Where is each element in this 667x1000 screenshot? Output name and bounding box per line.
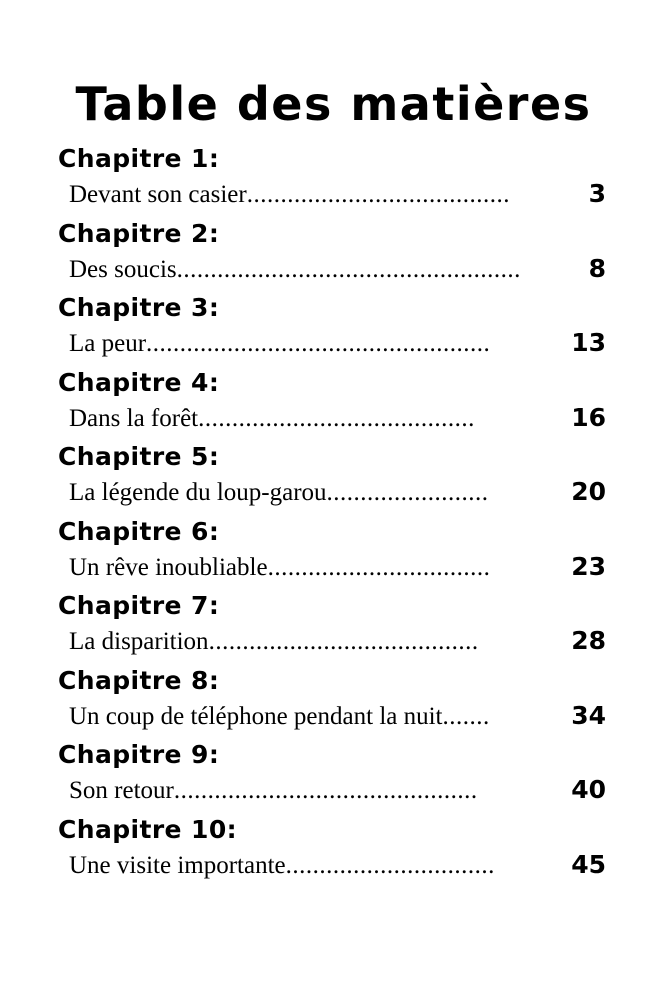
toc-entry-page-number: 40 — [571, 775, 606, 804]
toc-entry-leader: ................................................... — [146, 330, 491, 357]
toc-entry-leader: ......................................... — [198, 404, 475, 432]
chapter-block — [58, 440, 606, 515]
toc-entry[interactable] — [58, 400, 606, 436]
toc-entry-title: Dans la forêt — [69, 404, 199, 432]
toc-entry[interactable] — [58, 772, 606, 808]
toc-entry-leader: ............................................. — [173, 777, 478, 804]
chapter-block — [58, 813, 606, 888]
chapter-block — [58, 664, 606, 739]
chapter-block — [58, 142, 606, 217]
toc-entry-page-number: 20 — [571, 477, 606, 506]
toc-entry[interactable] — [58, 474, 606, 510]
toc-entry-page-number: 23 — [571, 551, 606, 581]
toc-entry-leader: ........................ — [326, 479, 489, 506]
table-of-contents-list — [58, 142, 606, 887]
toc-entry-title: La peur — [69, 330, 147, 357]
toc-entry-page-number: 34 — [571, 700, 606, 730]
toc-entry-title: Des soucis — [69, 255, 177, 283]
toc-entry-leader: ............................... — [285, 851, 495, 879]
toc-entry[interactable] — [58, 698, 606, 734]
chapter-heading: Chapitre 1: — [58, 144, 220, 173]
toc-entry-page-number: 8 — [588, 253, 606, 283]
toc-entry-leader: ....... — [442, 702, 490, 730]
toc-entry[interactable] — [58, 847, 606, 883]
toc-entry-title: Un rêve inoubliable — [69, 553, 268, 581]
toc-entry[interactable] — [58, 623, 606, 659]
toc-entry-leader: ................................................... — [176, 255, 521, 283]
chapter-heading: Chapitre 7: — [58, 591, 220, 620]
toc-entry-title: Un coup de téléphone pendant la nuit — [69, 702, 443, 730]
chapter-heading: Chapitre 10: — [58, 814, 238, 844]
chapter-block — [58, 366, 606, 441]
toc-entry-title: Devant son casier — [69, 181, 247, 208]
chapter-block — [58, 515, 606, 590]
toc-entry-page-number: 3 — [588, 179, 606, 208]
chapter-block — [58, 217, 606, 292]
toc-entry-leader: ........................................ — [208, 628, 479, 655]
chapter-heading: Chapitre 5: — [58, 442, 220, 471]
chapter-block — [58, 738, 606, 813]
chapter-heading: Chapitre 6: — [58, 516, 220, 546]
toc-entry-title: La disparition — [69, 628, 209, 655]
toc-entry[interactable] — [58, 251, 606, 287]
chapter-block — [58, 291, 606, 366]
toc-entry-page-number: 45 — [571, 849, 606, 879]
toc-entry[interactable] — [58, 549, 606, 585]
toc-entry-title: Son retour — [69, 777, 174, 804]
toc-entry-title: Une visite importante — [69, 851, 286, 879]
chapter-block — [58, 589, 606, 664]
toc-entry-page-number: 13 — [571, 328, 606, 357]
chapter-heading: Chapitre 2: — [58, 218, 220, 248]
toc-entry[interactable] — [58, 176, 606, 212]
chapter-heading: Chapitre 3: — [58, 293, 220, 322]
toc-entry-title: La légende du loup-garou — [69, 479, 327, 506]
toc-entry-leader: ................................. — [267, 553, 491, 581]
chapter-heading: Chapitre 9: — [58, 740, 220, 769]
chapter-heading: Chapitre 8: — [58, 665, 220, 695]
toc-entry[interactable] — [58, 325, 606, 361]
toc-entry-page-number: 28 — [571, 626, 606, 655]
page-title: Table des matières — [75, 77, 592, 131]
toc-entry-page-number: 16 — [571, 402, 606, 432]
chapter-heading: Chapitre 4: — [58, 367, 220, 397]
toc-entry-leader: ....................................... — [246, 181, 510, 208]
